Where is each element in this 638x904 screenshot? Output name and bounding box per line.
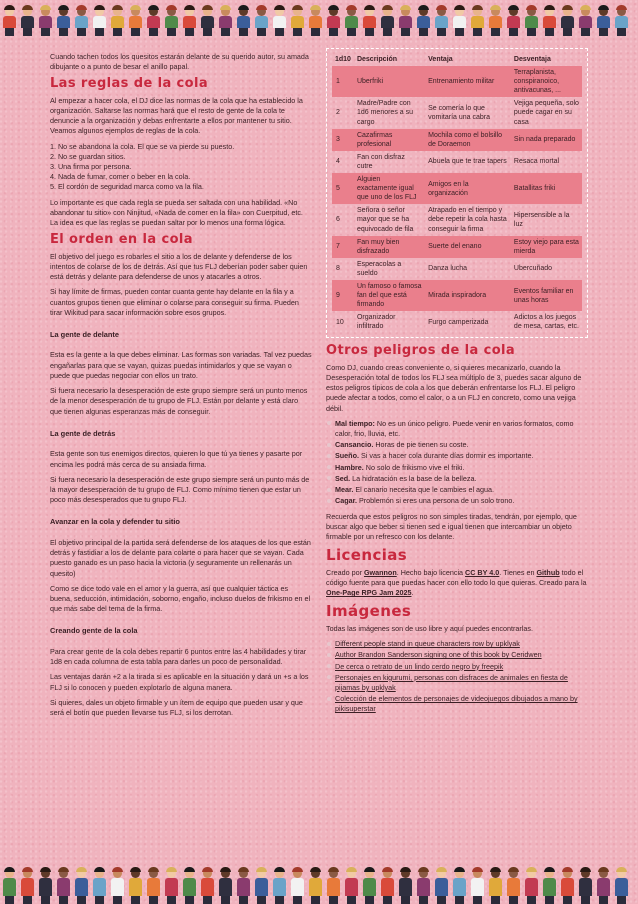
- queue-person-figure: [56, 867, 71, 904]
- row-disadvantage: Hipersensible a la luz: [513, 211, 570, 228]
- row-description: Madre/Padre con 1d6 menores a su cargo: [356, 100, 414, 126]
- queue-person-figure: [524, 5, 539, 36]
- row-advantage: Atrapado en el tiempo y debe repetir la cola hasta conseguir la firma: [428, 207, 507, 233]
- behind-paragraph: Si fuera necesario la desesperación de este grupo siempre será un punto más de la mayor desesperación de tu grupo de FLJ. Como mínimo tienen que estar un poco más desesperados que tu grupo FLJ.: [50, 474, 310, 505]
- perils-outro: Recuerda que estos peligros no son simples tiradas, tendrán, por ejemplo, que buscar algo que beber si tienen sed e igual tienen que intercambiar un objeto firmable por un refresco con los delante.: [326, 511, 577, 542]
- queue-person-figure: [308, 5, 323, 36]
- peril-item: [326, 419, 588, 439]
- rules-outro: Lo importante es que cada regla se pueda ser saltada con una habilidad. «No abandonar tu sitio» con Ninjitud, «Nada de comer en la fila» con Cuerpitud, etc. La idea es que las reglas se puedan saltar por lo menos una forma lógica.: [50, 197, 303, 228]
- table-row: [332, 129, 582, 151]
- queue-person-figure: [578, 867, 593, 904]
- queue-person-figure: [38, 867, 53, 904]
- row-number: 9: [332, 280, 354, 311]
- queue-person-figure: [272, 867, 287, 904]
- table-row: [332, 66, 582, 97]
- queue-person-figure: [362, 5, 377, 36]
- rule-item: 4. Nada de fumar, comer o beber en la cola.: [50, 172, 191, 182]
- peril-text: Si vas a hacer cola durante días dormir es importante.: [358, 451, 534, 461]
- image-credit-link[interactable]: De cerca o retrato de un lindo cerdo negro by freepik: [335, 661, 504, 671]
- queue-person-figure: [272, 5, 287, 36]
- row-number: 8: [336, 265, 340, 273]
- row-description: Cazafirmas profesional: [354, 129, 425, 151]
- queue-person-figure: [200, 5, 215, 36]
- create-heading: Creando gente de la cola: [50, 626, 138, 636]
- table-row: [332, 311, 582, 333]
- queue-person-figure: [614, 5, 629, 36]
- row-advantage: Amigos en la organización: [425, 173, 511, 204]
- queue-person-figure: [398, 867, 413, 904]
- table-header: Descripción: [356, 56, 398, 63]
- image-credit-item: [326, 662, 588, 672]
- queue-person-figure: [470, 5, 485, 36]
- queue-person-figure: [380, 5, 395, 36]
- queue-person-figure: [452, 867, 467, 904]
- row-number: 10: [336, 318, 344, 326]
- licenses-paragraph: [326, 568, 588, 599]
- advance-paragraph: El objetivo principal de la partida será defenderse de los ataques de los que están detrás y fastidiar a los de delante para colarte o para hacer que se vayan. Cada puesto ganado es un paso hacia la victoria (y seguramente un rellenarás un quesito): [50, 537, 311, 578]
- row-description: Un famoso o famosa fan del que está firmando: [354, 280, 425, 311]
- author-link[interactable]: Gwannon: [363, 567, 397, 577]
- intro-paragraph: Cuando tachen todos los quesitos estarán delante de su querido autor, su amada dibujante o a punto de besar el anillo papal.: [50, 52, 309, 72]
- queue-person-figure: [524, 867, 539, 904]
- table-row: [332, 258, 582, 280]
- image-credit-item: [326, 673, 588, 693]
- row-number: 4: [336, 158, 340, 166]
- rules-heading: Las reglas de la cola: [50, 76, 209, 92]
- table-row: [332, 97, 582, 128]
- queue-person-figure: [146, 5, 161, 36]
- peril-term: Sueño.: [335, 451, 359, 461]
- queue-person-figure: [596, 5, 611, 36]
- images-heading: Imágenes: [326, 602, 412, 621]
- row-number: 3: [332, 129, 354, 151]
- row-advantage: Entrenamiento militar: [425, 66, 511, 97]
- peril-item: [326, 440, 588, 450]
- queue-person-figure: [308, 867, 323, 904]
- peril-item: [326, 463, 588, 473]
- peril-term: Hambre.: [335, 462, 364, 472]
- queue-person-figure: [362, 867, 377, 904]
- queue-person-figure: [2, 5, 17, 36]
- queue-person-figure: [254, 5, 269, 36]
- row-advantage: Mochila como el bolsillo de Doraemon: [425, 129, 511, 151]
- front-paragraph: Si fuera necesario la desesperación de este grupo siempre será un punto menos de la menor desesperación de tu grupo de FLJ. Están por delante y está claro que tienen algunas esperanzas más de conseguir.: [50, 386, 308, 416]
- queue-person-figure: [20, 5, 35, 36]
- queue-person-figure: [434, 867, 449, 904]
- row-advantage: Se comería lo que vomitaría una cabra: [428, 104, 491, 122]
- row-number: 5: [332, 173, 354, 204]
- advance-paragraph: Como se dice todo vale en el amor y la guerra, así que cualquier táctica es buena, seducción, intimidación, soborno, engaño, incluso duelos de frikismo en el que más sabe del tema de la firma.: [50, 583, 311, 614]
- people-illustration-bottom: [0, 856, 638, 904]
- row-disadvantage: Resaca mortal: [513, 158, 560, 166]
- order-paragraph: El objetivo del juego es robarles el sitio a los de delante y defenderse de los intentos de colarse de los de detrás. Así que tus FLJ deberían poder saber quien está detrás y delante para defenderse de unos y atacarles a otros.: [50, 251, 308, 282]
- queue-person-figure: [434, 5, 449, 36]
- image-credit-link[interactable]: Colección de elementos de personajes de videojuegos dibujados a mano by pikisuperstar: [335, 694, 578, 714]
- image-credit-link[interactable]: Personajes en kigurumi, personas con disfraces de animales en fiesta de pijamas by upklyak: [335, 672, 568, 692]
- queue-person-figure: [470, 867, 485, 904]
- row-number: 7: [332, 236, 354, 258]
- queue-person-figure: [290, 867, 305, 904]
- queue-person-figure: [326, 867, 341, 904]
- images-intro: Todas las imágenes son de uso libre y aquí puedes encontrarlas.: [326, 623, 533, 633]
- row-number: 1: [332, 66, 354, 97]
- queue-person-figure: [344, 5, 359, 36]
- rule-item: 5. El cordón de seguridad marca como va la fila.: [50, 182, 204, 192]
- row-disadvantage: Batallitas friki: [511, 173, 582, 204]
- table-header: Ventaja: [428, 56, 453, 63]
- github-link[interactable]: Github: [536, 567, 560, 577]
- peril-term: Mear.: [335, 485, 354, 495]
- row-description: Uberfriki: [354, 66, 425, 97]
- table-row: [332, 173, 582, 204]
- table-row: [332, 204, 582, 235]
- peril-text: La hidratación es la base de la belleza.: [350, 473, 477, 483]
- people-illustration-top: [0, 0, 638, 36]
- queue-person-figure: [506, 5, 521, 36]
- licenses-text: .: [411, 588, 414, 598]
- peril-term: Cansancio.: [335, 440, 374, 450]
- queue-person-figure: [128, 5, 143, 36]
- queue-person-figure: [542, 867, 557, 904]
- front-heading: La gente de delante: [50, 329, 119, 339]
- order-heading: El orden en la cola: [50, 232, 193, 248]
- queue-people-table: [332, 53, 582, 333]
- queue-person-figure: [488, 5, 503, 36]
- licenses-text: . Tienes en: [499, 567, 537, 577]
- queue-person-figure: [326, 5, 341, 36]
- queue-person-figure: [56, 5, 71, 36]
- peril-text: Horas de pie tienen su coste.: [373, 440, 469, 450]
- queue-person-figure: [416, 5, 431, 36]
- queue-person-figure: [110, 867, 125, 904]
- queue-person-figure: [596, 867, 611, 904]
- queue-person-figure: [614, 867, 629, 904]
- jam-link[interactable]: One-Page RPG Jam 2025: [326, 588, 412, 598]
- queue-person-figure: [182, 867, 197, 904]
- table-row: [332, 236, 582, 258]
- image-credit-item: [326, 639, 588, 649]
- row-description: Fan muy bien disfrazado: [354, 236, 425, 258]
- row-advantage: Abuela que te trae tapers: [428, 158, 507, 166]
- image-credit-item: [326, 650, 588, 660]
- row-disadvantage: Estoy viejo para esta mierda: [511, 236, 582, 258]
- images-list: [326, 639, 588, 715]
- queue-person-figure: [92, 5, 107, 36]
- row-disadvantage: Eventos familiar en unas horas: [511, 280, 582, 311]
- queue-person-figure: [2, 867, 17, 904]
- peril-text: No solo de frikismo vive el friki.: [363, 462, 465, 472]
- behind-heading: La gente de detrás: [50, 428, 116, 438]
- queue-person-figure: [560, 5, 575, 36]
- queue-person-figure: [236, 5, 251, 36]
- queue-person-figure: [506, 867, 521, 904]
- image-credit-link[interactable]: Author Brandon Sanderson signing one of this book by Ceridwen: [335, 650, 542, 660]
- queue-person-figure: [74, 867, 89, 904]
- queue-person-figure: [200, 867, 215, 904]
- queue-person-figure: [290, 5, 305, 36]
- queue-person-figure: [560, 867, 575, 904]
- behind-paragraph: Esta gente son tus enemigos directos, quieren lo que tú ya tienes y pasarte por encima les podrá más cerca de su ansiada firma.: [50, 449, 303, 469]
- peril-item: [326, 451, 588, 461]
- rule-item: 3. Una firma por persona.: [50, 162, 132, 172]
- table-row: [332, 151, 582, 173]
- queue-person-figure: [488, 867, 503, 904]
- queue-person-figure: [74, 5, 89, 36]
- rule-item: 2. No se guardan sitios.: [50, 151, 126, 161]
- row-disadvantage: Terraplanista, conspiranoico, antivacunas, ...: [511, 66, 582, 97]
- queue-person-figure: [344, 867, 359, 904]
- peril-text: No es un único peligro. Puede venir en varios formatos, como calor, frio, lluvia, etc.: [335, 418, 574, 439]
- queue-person-figure: [398, 5, 413, 36]
- peril-term: Mal tiempo:: [335, 418, 375, 428]
- image-credit-link[interactable]: Different people stand in queue characters row by upklyak: [335, 639, 520, 649]
- peril-term: Sed.: [335, 473, 351, 483]
- licenses-heading: Licencias: [326, 546, 408, 565]
- peril-term: Cagar.: [335, 496, 357, 506]
- perils-heading: Otros peligros de la cola: [326, 343, 516, 359]
- queue-person-figure: [452, 5, 467, 36]
- queue-person-figure: [92, 867, 107, 904]
- queue-person-figure: [578, 5, 593, 36]
- row-description: Señora o señor mayor que se ha equivocado de fila: [356, 207, 414, 233]
- queue-person-figure: [416, 867, 431, 904]
- row-description: Fan con disfraz cutre: [356, 153, 405, 170]
- perils-intro: Como DJ, cuando creas conveniente o, si quieres mecanizarlo, cuando la Desesperación total de todos los FLJ sea múltiplo de 3, puedes sacar alguno de estos peligros típicos de cola a los que deberán enfrentarse los FLJ. El peligro puede afectar a todos, como el calor, o a un FLJ en concreto, como una vejiga débil.: [326, 362, 582, 413]
- queue-person-figure: [128, 867, 143, 904]
- row-advantage: Mirada inspiradora: [425, 280, 511, 311]
- table-header: Desventaja: [513, 56, 551, 63]
- rules-list: [50, 142, 312, 193]
- row-advantage: Danza lucha: [428, 265, 468, 273]
- queue-person-figure: [164, 5, 179, 36]
- queue-people-table-frame: [326, 48, 588, 338]
- create-paragraph: Las ventajas darán +2 a la tirada si es aplicable en la situación y dará un +s a los FLJ si lo conocen y pueden explotarlo de alguna manera.: [50, 672, 309, 692]
- left-column: [50, 52, 312, 723]
- create-paragraph: Si quieres, dales un objeto firmable y un ítem de equipo que pueden usar y que será el botín que pueden llevarse tus FLJ, si los derrotan.: [50, 697, 303, 718]
- create-paragraph: Para crear gente de la cola debes repartir 6 puntos entre las 4 habilidades y tirar 1d8 en cada columna de esta tabla para darles un poco de personalidad.: [50, 646, 307, 667]
- row-description: Esperacolas a sueldo: [356, 260, 402, 277]
- row-advantage: Furgo camperizada: [428, 318, 489, 326]
- queue-person-figure: [542, 5, 557, 36]
- peril-item: [326, 485, 588, 495]
- queue-person-figure: [218, 867, 233, 904]
- licenses-text: todo el código fuente para que puedas hacer con ello todo lo que quieras. Creado para la: [326, 567, 587, 587]
- row-description: Organizador infiltrado: [356, 314, 396, 331]
- queue-person-figure: [182, 5, 197, 36]
- queue-person-figure: [20, 867, 35, 904]
- row-disadvantage: Ubercuñado: [513, 265, 553, 273]
- front-paragraph: Esta es la gente a la que debes eliminar. Las formas son variadas. Tal vez puedas engañarlas para que se vayan, quizas puedas intimidarlos y que se vayan o puede que puedas negociar con ellos un trato.: [50, 350, 312, 380]
- license-link[interactable]: CC BY 4.0: [465, 567, 500, 577]
- queue-person-figure: [38, 5, 53, 36]
- order-paragraph: Si hay límite de firmas, pueden contar cuanta gente hay delante en la fila y a cuantos grupos tienen que eliminar o colarse para conseguir su firma. Pueden tirar Wikitud para sacar información sobre esos grupos.: [50, 287, 299, 317]
- right-column: [326, 52, 588, 720]
- table-header: 1d10: [335, 56, 351, 63]
- perils-list: [326, 419, 588, 507]
- queue-person-figure: [146, 867, 161, 904]
- row-disadvantage: Sin nada preparado: [511, 129, 582, 151]
- row-disadvantage: Adictos a los juegos de mesa, cartas, etc.: [513, 314, 579, 331]
- licenses-text: Creado por: [326, 567, 364, 577]
- table-row: [332, 280, 582, 311]
- queue-person-figure: [218, 5, 233, 36]
- peril-item: [326, 496, 588, 506]
- row-disadvantage: Vejiga pequeña, solo puede cagar en su casa: [513, 100, 579, 126]
- row-number: 2: [336, 109, 340, 117]
- image-credit-item: [326, 694, 588, 714]
- advance-heading: Avanzar en la cola y defender tu sitio: [50, 517, 180, 527]
- row-description: Alguien exactamente igual que uno de los FLJ: [354, 173, 425, 204]
- queue-person-figure: [236, 867, 251, 904]
- queue-person-figure: [254, 867, 269, 904]
- peril-item: [326, 474, 588, 484]
- rules-intro: Al empezar a hacer cola, el DJ dice las normas de la cola que ha establecido la organización. Saltarse las normas hará que el resto de gente de la cola te denuncie a la organización y debas enfrentarte a ellos por mantener tu sitio. Veamos algunos ejemplos de reglas de la cola.: [50, 95, 303, 136]
- peril-text: El canario necesita que le cambies el agua.: [353, 485, 495, 495]
- queue-person-figure: [110, 5, 125, 36]
- licenses-text: . Hecho bajo licencia: [396, 567, 466, 577]
- peril-text: Problemón si eres una persona de un solo trono.: [356, 496, 515, 506]
- row-advantage: Suerte del enano: [425, 236, 511, 258]
- queue-person-figure: [164, 867, 179, 904]
- row-number: 6: [336, 216, 340, 224]
- queue-person-figure: [380, 867, 395, 904]
- rule-item: 1. No se abandona la cola. El que se va pierde su puesto.: [50, 141, 235, 151]
